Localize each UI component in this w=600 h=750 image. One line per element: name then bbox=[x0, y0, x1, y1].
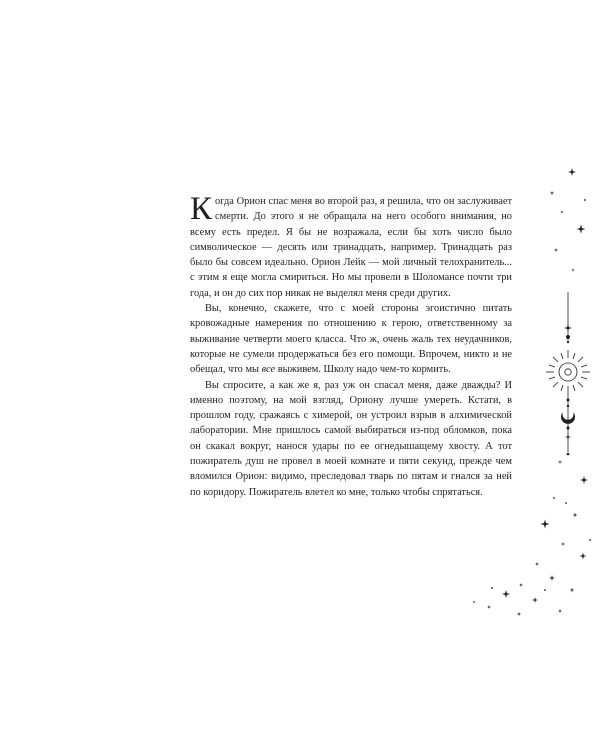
paragraph-2-text-b: выживем. Школу надо чем-то кормить. bbox=[275, 364, 451, 376]
paragraph-3: Вы спросите, а как же я, раз уж он спасал меня, даже дважды? И именно поэтому, на мой взгляд, Ориону лучше умереть. Кстати, в прошлом году, сражаясь с химерой, он устроил взрыв в алхимической лаборатории. Мне пришлось самой выбираться из-под обломков, пока он скакал вокруг, нанося удары по ее огнедышащему хвосту. А тот пожиратель душ не провел в моей комнате и пяти секунд, прежде чем вломился Орион: видимо, преследовал тварь по пятам и гнался за ней по коридору. Пожиратель влетел ко мне, только чтобы спрятаться. bbox=[190, 379, 512, 498]
paragraph-1-text: огда Орион спас меня во второй раз, я решила, что он заслуживает смерти. До этого я не обращала на него особого внимания, но всему есть предел. Я бы не возражала, если бы хоть число было символическое — десять или тринадцать, например. Тринадцать раз было бы совсем идеально. Орион Лейк — мой личный телохранитель... с этим я еще могла смириться. Но мы провели в Шоломансе почти три года, и он до сих пор никак не выделял меня среди других. bbox=[190, 196, 512, 299]
paragraph-2-text-a: Вы, конечно, скажете, что с моей стороны эгоистично питать кровожадные намерения по отношению к герою, ответственному за выживание четверти моего класса. Что ж, очень жаль тех неудачников, которые не сумели продержаться без его помощи. Впрочем, никто и не обещал, что мы bbox=[190, 303, 512, 376]
sun-moon-pendant-icon bbox=[546, 292, 590, 455]
paragraph-2-emphasis: все bbox=[261, 364, 276, 376]
sparkle-star-icon bbox=[472, 168, 590, 616]
drop-cap: К bbox=[190, 191, 213, 227]
